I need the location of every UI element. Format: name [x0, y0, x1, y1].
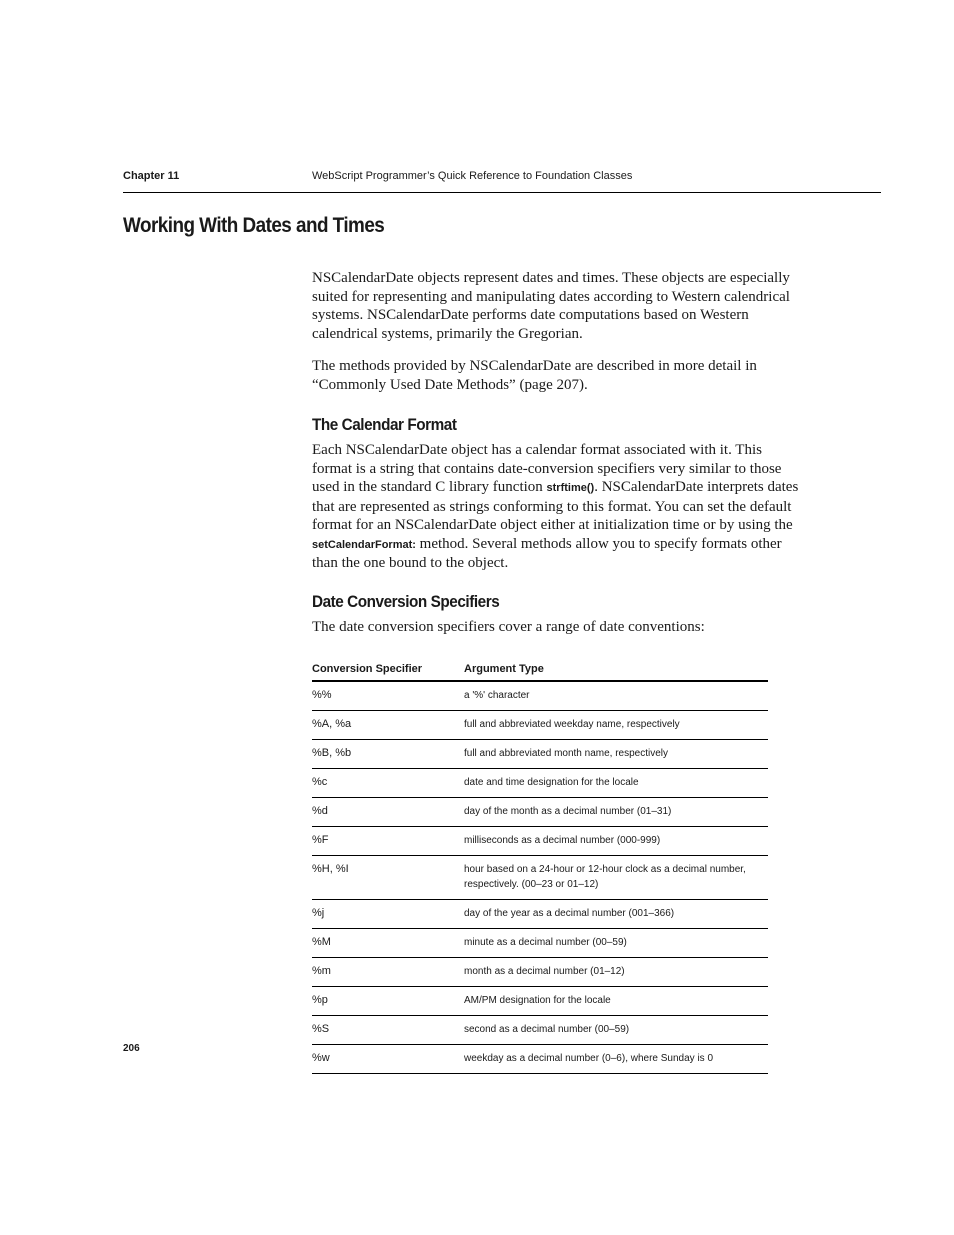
table-row — [312, 681, 768, 711]
column-header-argument: Argument Type — [464, 660, 768, 681]
argument-type-cell: full and abbreviated weekday name, respectively — [464, 711, 768, 740]
running-header — [123, 170, 881, 193]
specifier-cell: %m — [312, 958, 464, 987]
specifier-cell: %M — [312, 929, 464, 958]
specifier-cell: %p — [312, 987, 464, 1016]
table-header-row — [312, 660, 768, 681]
specifier-cell: %w — [312, 1045, 464, 1074]
table-row — [312, 958, 768, 987]
strftime-code: strftime() — [546, 482, 595, 494]
argument-type-cell: a '%' character — [464, 681, 768, 711]
intro-paragraph-1: NSCalendarDate objects represent dates and times. These objects are especially suited for representing and manipulating dates according to Western calendrical systems. NSCalendarDate performs date computations based on Western calendrical systems, primarily the Gregorian. — [312, 270, 790, 342]
set-calendar-format-code: setCalendarFormat: — [312, 538, 416, 551]
argument-type-cell: AM/PM designation for the locale — [464, 987, 768, 1016]
chapter-label: Chapter 11 — [123, 170, 180, 182]
table-row — [312, 740, 768, 769]
table-row — [312, 856, 768, 900]
date-conversion-intro: The date conversion specifiers cover a range of date conventions: — [312, 619, 705, 635]
argument-type-cell: day of the year as a decimal number (001–366) — [464, 900, 768, 929]
intro-paragraph-2: The methods provided by NSCalendarDate are described in more detail in “Commonly Used Date Methods” (page 207). — [312, 358, 757, 393]
table-row — [312, 929, 768, 958]
argument-type-cell: day of the month as a decimal number (01–31) — [464, 798, 768, 827]
specifier-cell: %S — [312, 1016, 464, 1045]
specifier-cell: %c — [312, 769, 464, 798]
table-row — [312, 711, 768, 740]
argument-type-cell: weekday as a decimal number (0–6), where Sunday is 0 — [464, 1045, 768, 1074]
argument-type-cell: month as a decimal number (01–12) — [464, 958, 768, 987]
specifier-cell: %% — [312, 681, 464, 711]
table-row — [312, 798, 768, 827]
specifier-cell: %j — [312, 900, 464, 929]
book-title: WebScript Programmer’s Quick Reference to Foundation Classes — [312, 170, 633, 182]
page-number: 206 — [123, 1043, 140, 1054]
table-row — [312, 769, 768, 798]
table-row — [312, 1045, 768, 1074]
argument-type-cell: second as a decimal number (00–59) — [464, 1016, 768, 1045]
table-row — [312, 900, 768, 929]
calendar-format-paragraph: Each NSCalendarDate object has a calendar format associated with it. This format is a string that contains date-conversion specifiers very similar to those used in the standard C library function strftime(). NSCalendarDate interprets dates that are represented as strings conforming to this format. You can set the default format for an NSCalendarDate object either at initialization time or by using the setCalendarFormat: method. Several methods allow you to specify formats other than the one bound to the object. — [312, 442, 799, 571]
table-row — [312, 827, 768, 856]
specifier-cell: %A, %a — [312, 711, 464, 740]
argument-type-cell: date and time designation for the locale — [464, 769, 768, 798]
calendar-format-heading: The Calendar Format — [312, 415, 457, 434]
argument-type-cell: hour based on a 24-hour or 12-hour clock as a decimal number, respectively. (00–23 or 01–12) — [464, 856, 768, 900]
specifier-cell: %F — [312, 827, 464, 856]
table-row — [312, 987, 768, 1016]
date-conversion-heading: Date Conversion Specifiers — [312, 592, 500, 611]
argument-type-cell: full and abbreviated month name, respectively — [464, 740, 768, 769]
argument-type-cell: milliseconds as a decimal number (000-999) — [464, 827, 768, 856]
column-header-specifier: Conversion Specifier — [312, 660, 464, 681]
page-title: Working With Dates and Times — [123, 214, 385, 237]
specifier-cell: %H, %I — [312, 856, 464, 900]
table-row — [312, 1016, 768, 1045]
argument-type-cell: minute as a decimal number (00–59) — [464, 929, 768, 958]
specifier-cell: %d — [312, 798, 464, 827]
specifier-table — [312, 660, 768, 1074]
specifier-cell: %B, %b — [312, 740, 464, 769]
